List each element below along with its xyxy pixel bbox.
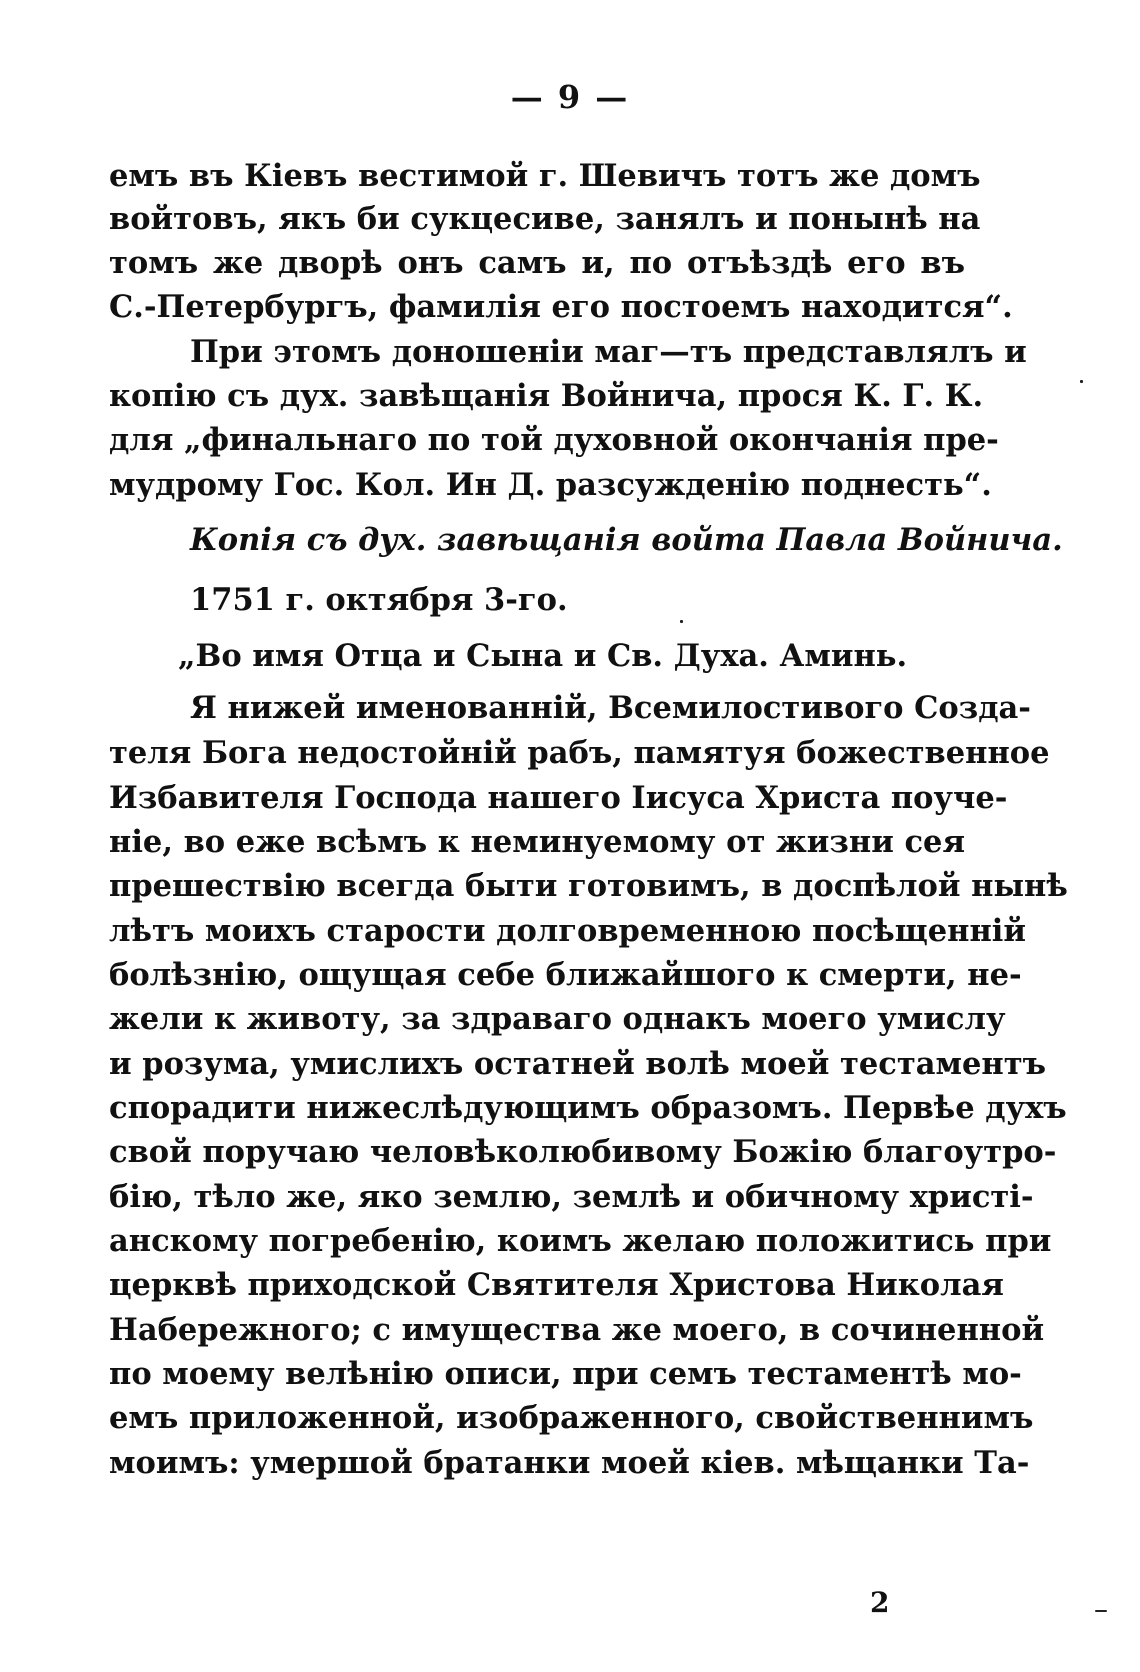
text-line-24: анскому погребенію, коимъ желаю положитись при <box>109 1223 1052 1259</box>
text-line-7: для „финальнаго по той духовной окончанія пре- <box>109 422 999 458</box>
text-line-18: болѣзнію, ощущая себе ближайшого к смерти, не- <box>109 957 1022 993</box>
scan-speck <box>680 620 683 623</box>
text-line-5: При этомъ доношеніи маг—тъ представлялъ и <box>190 334 1027 370</box>
text-line-28: емъ приложенной, изображенного, свойственнимъ <box>109 1400 1034 1436</box>
scan-speck <box>1095 1610 1107 1612</box>
text-line-19: жели к животу, за здраваго однакъ моего умислу <box>109 1001 1006 1037</box>
page-number-header: — 9 — <box>510 78 630 116</box>
text-line-6: копію съ дух. завѣщанія Войнича, прося К. Г. К. <box>109 378 984 414</box>
text-line-12: Я нижей именованній, Всемилостивого Созда- <box>190 690 1031 726</box>
text-line-25: церквѣ приходской Святителя Христова Николая <box>109 1267 1004 1303</box>
date-line: 1751 г. октября 3-го. <box>190 582 568 618</box>
text-line-3: томъ же дворѣ онъ самъ и, по отъѣздѣ его въ <box>109 245 965 281</box>
text-line-8: мудрому Гос. Кол. Ин Д. разсужденію поднесть“. <box>109 467 992 503</box>
text-line-2: войтовъ, якъ би сукцесиве, занялъ и понынѣ на <box>109 201 981 237</box>
copy-heading: Копія съ дух. завѣщанія войта Павла Войнича. <box>190 522 1063 558</box>
text-line-29: моимъ: умершой братанки моей кіев. мѣщанки Та- <box>109 1445 1030 1481</box>
text-line-20: и розума, умислихъ остатней волѣ моей тестаментъ <box>109 1046 1047 1082</box>
text-line-1: емъ въ Кіевъ вестимой г. Шевичъ тотъ же домъ <box>109 158 981 194</box>
signature-mark: 2 <box>870 1586 890 1619</box>
text-line-15: ніе, во еже всѣмъ к неминуемому от жизни сея <box>109 824 965 860</box>
text-line-13: теля Бога недостойній рабъ, памятуя божественное <box>109 735 1050 771</box>
text-line-14: Избавителя Господа нашего Іисуса Христа поуче- <box>109 780 1008 816</box>
text-line-17: лѣтъ моихъ старости долговременною посѣщенній <box>109 913 1026 949</box>
text-line-26: Набережного; с имущества же моего, в сочиненной <box>109 1312 1045 1348</box>
scan-speck <box>1080 380 1083 383</box>
text-line-23: бію, тѣло же, яко землю, землѣ и обичному христі- <box>109 1179 1034 1215</box>
invocation-line: „Во имя Отца и Сына и Св. Духа. Аминь. <box>178 638 908 674</box>
text-line-22: свой поручаю человѣколюбивому Божію благоутро- <box>109 1134 1057 1170</box>
text-line-16: прешествію всегда быти готовимъ, в доспѣлой нынѣ <box>109 868 1068 904</box>
text-line-27: по моему велѣнію описи, при семъ тестаментѣ мо- <box>109 1356 1022 1392</box>
text-line-4: С.-Петербургъ, фамилія его постоемъ находится“. <box>109 289 1013 325</box>
text-line-21: спорадити нижеслѣдующимъ образомъ. Первѣе духъ <box>109 1090 1067 1126</box>
